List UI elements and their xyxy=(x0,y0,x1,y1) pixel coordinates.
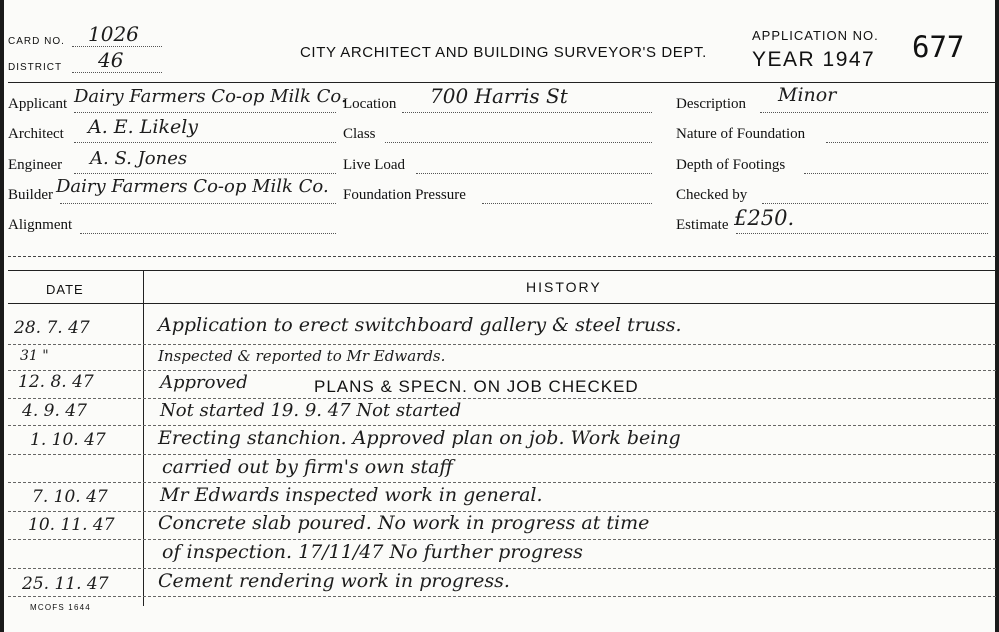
history-entry: Cement rendering work in progress. xyxy=(158,570,510,592)
history-date: 10. 11. 47 xyxy=(28,515,115,535)
history-date: 25. 11. 47 xyxy=(22,574,109,594)
row-line xyxy=(8,370,996,371)
engineer-label: Engineer xyxy=(8,157,63,173)
history-date: 12. 8. 47 xyxy=(18,372,94,392)
history-date: 1. 10. 47 xyxy=(30,430,106,450)
checked-by-label: Checked by xyxy=(676,187,748,203)
description-line xyxy=(760,112,988,113)
history-entry: of inspection. 17/11/47 No further progress xyxy=(162,541,583,563)
year-label: YEAR 1947 xyxy=(752,48,876,71)
checked-line xyxy=(762,203,988,204)
builder-value: Dairy Farmers Co-op Milk Co. xyxy=(56,176,329,197)
district-line xyxy=(72,72,162,73)
row-line xyxy=(8,425,996,426)
row-line xyxy=(8,539,996,540)
applicant-line xyxy=(74,112,336,113)
location-value: 700 Harris St xyxy=(430,84,568,108)
table-top-rule xyxy=(8,270,996,271)
estimate-value: £250. xyxy=(734,206,795,230)
row-line xyxy=(8,482,996,483)
live-load-line xyxy=(416,173,652,174)
card-left-edge xyxy=(0,0,4,632)
card-no-label: CARD NO. xyxy=(8,36,65,47)
dept-title: CITY ARCHITECT AND BUILDING SURVEYOR'S DEPT. xyxy=(300,44,707,61)
row-line xyxy=(8,568,996,569)
history-date: 7. 10. 47 xyxy=(32,487,108,507)
estimate-line xyxy=(736,233,988,234)
district-label: DISTRICT xyxy=(8,62,63,73)
fields-bottom-rule xyxy=(8,256,996,257)
history-entry: Inspected & reported to Mr Edwards. xyxy=(158,347,446,365)
history-date: 31 " xyxy=(20,348,49,364)
engineer-line xyxy=(74,173,336,174)
card-no-value: 1026 xyxy=(88,22,139,46)
applicant-value: Dairy Farmers Co-op Milk Co. xyxy=(74,86,347,107)
description-value: Minor xyxy=(778,84,837,106)
history-date: 28. 7. 47 xyxy=(14,318,90,338)
header-rule xyxy=(8,82,996,83)
application-label: APPLICATION NO. xyxy=(752,28,879,43)
class-label: Class xyxy=(343,126,376,142)
architect-label: Architect xyxy=(8,126,64,142)
district-value: 46 xyxy=(98,48,124,72)
alignment-line xyxy=(80,233,336,234)
row-line xyxy=(8,596,996,597)
card-right-edge xyxy=(995,0,999,632)
architect-line xyxy=(74,142,336,143)
history-entry: Erecting stanchion. Approved plan on job. Work being xyxy=(158,427,681,449)
form-code: MCOFS 1644 xyxy=(30,603,91,612)
history-column-header: HISTORY xyxy=(526,279,602,295)
history-entry: Concrete slab poured. No work in progress at time xyxy=(158,512,650,534)
history-entry: Not started 19. 9. 47 Not started xyxy=(160,400,462,421)
table-header-rule xyxy=(8,303,996,304)
location-line xyxy=(402,112,652,113)
history-entry: Application to erect switchboard gallery & steel truss. xyxy=(158,314,682,336)
history-entry: Approved xyxy=(160,372,248,393)
row-line xyxy=(8,398,996,399)
row-line xyxy=(8,344,996,345)
row-line xyxy=(8,454,996,455)
engineer-value: A. S. Jones xyxy=(90,148,188,169)
plans-checked-stamp: PLANS & SPECN. ON JOB CHECKED xyxy=(314,377,639,396)
alignment-label: Alignment xyxy=(8,217,73,233)
estimate-label: Estimate xyxy=(676,217,729,233)
application-number: 677 xyxy=(912,30,965,64)
history-date: 4. 9. 47 xyxy=(22,401,87,421)
date-column-header: DATE xyxy=(46,282,84,297)
class-line xyxy=(385,142,652,143)
history-entry: Mr Edwards inspected work in general. xyxy=(160,484,543,506)
nature-line xyxy=(826,142,988,143)
card-no-line xyxy=(72,46,162,47)
builder-line xyxy=(60,203,336,204)
foundation-pressure-line xyxy=(482,203,652,204)
architect-value: A. E. Likely xyxy=(88,116,199,138)
location-label: Location xyxy=(343,96,397,112)
builder-label: Builder xyxy=(8,187,53,203)
depth-of-footings-label: Depth of Footings xyxy=(676,157,786,173)
foundation-pressure-label: Foundation Pressure xyxy=(343,187,466,203)
date-column-divider xyxy=(143,271,144,606)
applicant-label: Applicant xyxy=(8,96,68,112)
history-entry: carried out by firm's own staff xyxy=(162,456,453,478)
depth-line xyxy=(804,173,988,174)
live-load-label: Live Load xyxy=(343,157,406,173)
nature-of-foundation-label: Nature of Foundation xyxy=(676,126,806,142)
description-label: Description xyxy=(676,96,746,112)
